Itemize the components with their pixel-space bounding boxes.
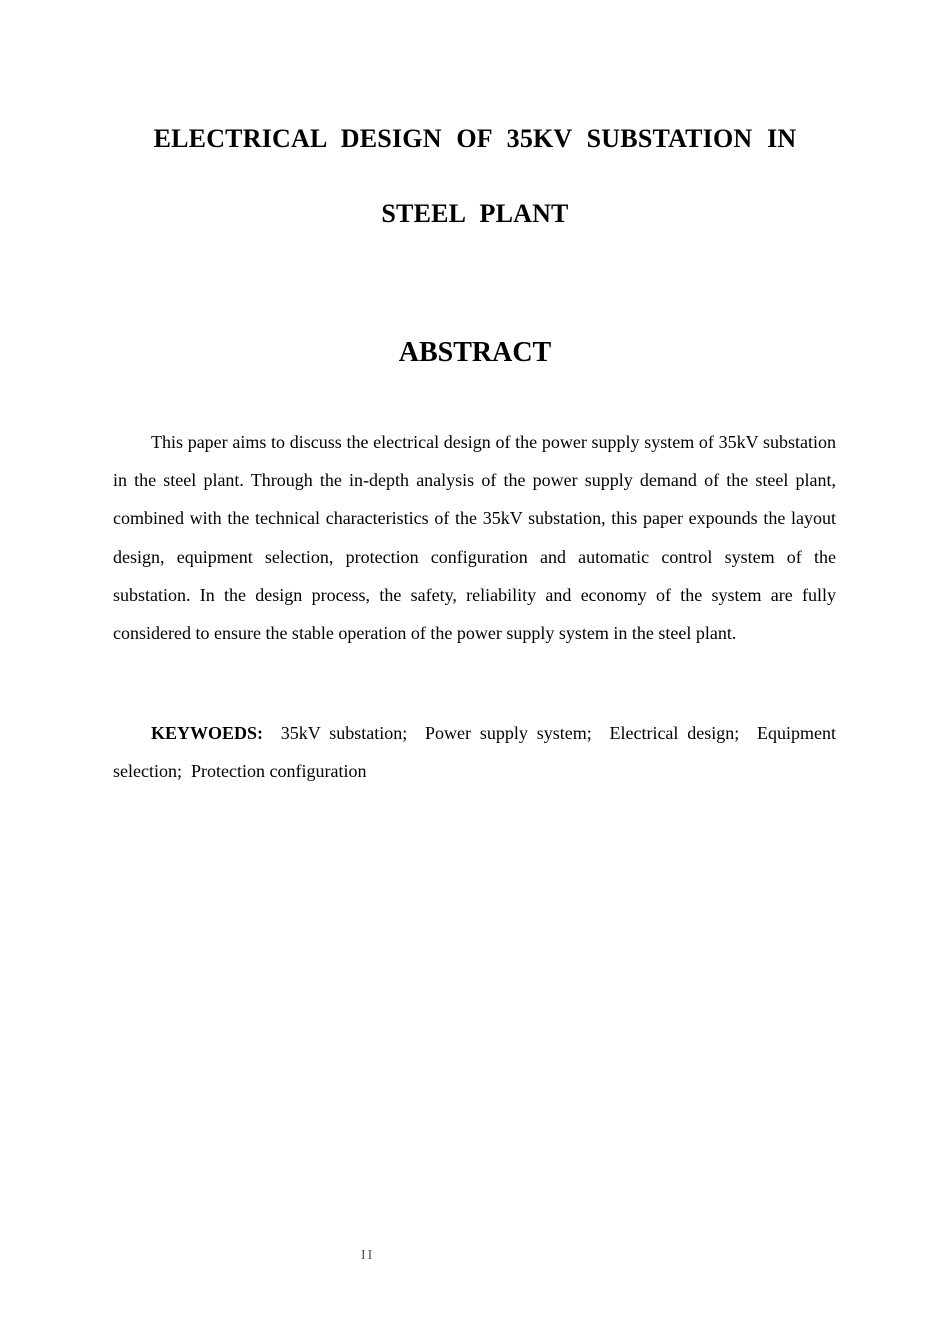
paper-title-line-1: ELECTRICAL DESIGN OF 35KV SUBSTATION IN xyxy=(153,124,797,153)
keyword-item: Electrical design; xyxy=(609,723,740,743)
keyword-item: Equipment selection; xyxy=(113,723,836,782)
paper-title-line-2: STEEL PLANT xyxy=(381,199,569,228)
keywords-paragraph xyxy=(113,714,836,790)
abstract-heading: ABSTRACT xyxy=(398,337,552,368)
keyword-item: 35kV substation; xyxy=(280,723,408,743)
keywords-label: KEYWOEDS: xyxy=(151,723,264,743)
abstract-body: This paper aims to discuss the electrical design of the power supply system of 35kV substation in the steel plant. Through the in-depth analysis of the power supply demand of the steel plant, combined with the technical characteristics of the 35kV substation, this paper expounds the layout design, equipment selection, protection configuration and automatic control system of the substation. In the design process, the safety, reliability and economy of the system are fully considered to ensure the stable operation of the power supply system in the steel plant. xyxy=(113,432,836,644)
keyword-item: Protection configuration xyxy=(190,761,367,782)
keyword-item: Power supply system; xyxy=(425,723,592,743)
page-number: II xyxy=(361,1248,375,1263)
